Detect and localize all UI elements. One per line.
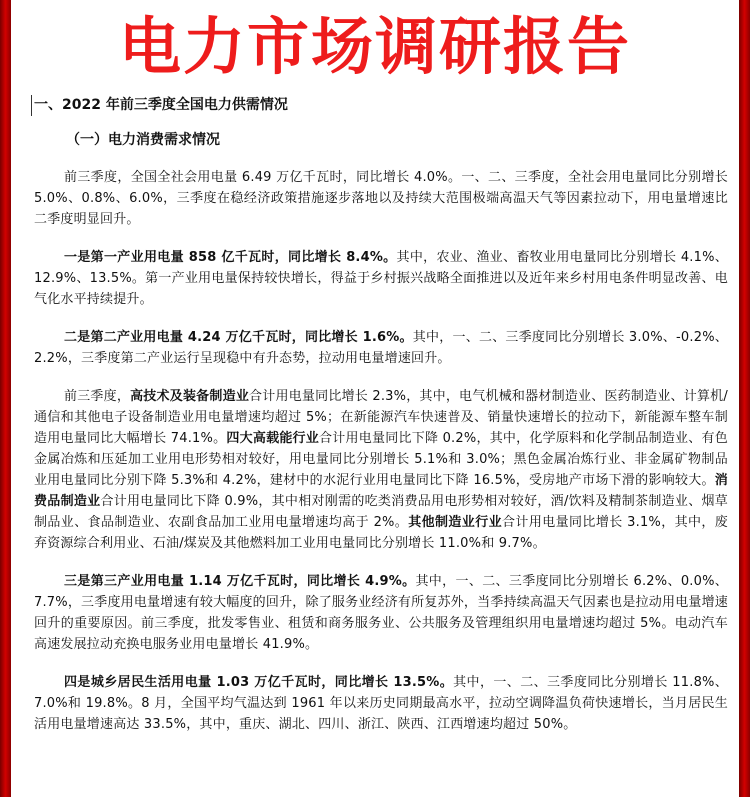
sub-heading: （一）电力消费需求情况: [66, 132, 220, 148]
paragraph-lead: 一是第一产业用电量 858 亿千瓦时，同比增长 8.4%。: [64, 250, 397, 265]
paragraph-lead: 四是城乡居民生活用电量 1.03 万亿千瓦时，同比增长 13.5%。: [64, 675, 454, 690]
paragraph-text: 合计用电量同比下降 0.2%，其中，化学原料和化学制品制造业、有色金属冶炼和压延加工业用电形势相对较好，用电量同比分别增长 5.1%和 3.0%；黑色金属冶炼行业、非金属矿物制品业用电量同比分别下降 5.3%和 4.2%，建材中的水泥行业用电量同比下降 16.5%，受房地产市场下滑的影响较大。: [34, 431, 728, 488]
paragraph-residential: [34, 672, 728, 735]
paragraph-secondary-industry: [34, 327, 728, 369]
right-red-border: [739, 0, 750, 797]
paragraph-lead: 三是第三产业用电量 1.14 万亿千瓦时，同比增长 4.9%。: [64, 574, 416, 589]
paragraph-overview: [34, 167, 728, 230]
section-heading: 一、2022 年前三季度全国电力供需情况: [31, 95, 728, 116]
left-red-border: [0, 0, 11, 797]
page-title: 电力市场调研报告: [118, 10, 631, 83]
paragraph-text: 前三季度，: [64, 389, 131, 404]
bold-term: 高技术及装备制造业: [130, 389, 250, 404]
bold-term: 四大高载能行业: [226, 431, 320, 446]
paragraph-lead: 二是第二产业用电量 4.24 万亿千瓦时，同比增长 1.6%。: [64, 330, 413, 345]
paragraph-text: 合计用电量同比增长 2.3%，其中，电气机械和器材制造业、医药制造业、计算机/通信和其他电子设备制造业用电量增速均超过 5%；在新能源汽车快速普及、销量快速增长的拉动下，新能源车整车制造用电量同比大幅增长 74.1%。: [34, 389, 728, 446]
document-body: [34, 95, 728, 752]
paragraph-text: 前三季度，全国全社会用电量 6.49 万亿千瓦时，同比增长 4.0%。一、二、三季度，全社会用电量同比分别增长 5.0%、0.8%、6.0%，三季度在稳经济政策措施逐步落地以及持续大范围极端高温天气等因素拉动下，用电量增速比二季度明显回升。: [34, 170, 728, 227]
paragraph-text: 其中，一、二、三季度同比分别增长 3.0%、-0.2%、2.2%，三季度第二产业运行呈现稳中有升态势，拉动用电量增速回升。: [34, 330, 728, 366]
paragraph-tertiary-industry: [34, 571, 728, 655]
paragraph-text: 其中，一、二、三季度同比分别增长 6.2%、0.0%、7.7%，三季度用电量增速有较大幅度的回升，除了服务业经济有所复苏外，当季持续高温天气因素也是拉动用电量增速回升的重要原因。前三季度，批发零售业、租赁和商务服务业、公共服务及管理组织用电量增速均超过 5%。电动汽车高速发展拉动充换电服务业用电量增长 41.9%。: [34, 574, 728, 652]
paragraph-text: 合计用电量同比下降 0.9%，其中相对刚需的吃类消费品用电形势相对较好，酒/饮料及精制茶制造业、烟草制品业、食品制造业、农副食品加工业用电量增速均高于 2%。: [34, 494, 728, 530]
paragraph-text: 其中，农业、渔业、畜牧业用电量同比分别增长 4.1%、12.9%、13.5%。第一产业用电量保持较快增长，得益于乡村振兴战略全面推进以及近年来乡村用电条件明显改善、电气化水平持续提升。: [34, 250, 728, 307]
bold-term: 消费品制造业: [34, 473, 728, 509]
paragraph-primary-industry: [34, 247, 728, 310]
bold-term: 其他制造业行业: [408, 515, 503, 530]
paragraph-text: 合计用电量同比增长 3.1%，其中，废弃资源综合利用业、石油/煤炭及其他燃料加工业用电量同比分别增长 11.0%和 9.7%。: [34, 515, 728, 551]
paragraph-manufacturing: [34, 386, 728, 554]
paragraph-text: 其中，一、二、三季度同比分别增长 11.8%、7.0%和 19.8%。8 月，全国平均气温达到 1961 年以来历史同期最高水平，拉动空调降温负荷快速增长，当月居民生活用电量增速高达 33.5%，其中，重庆、湖北、四川、浙江、陕西、江西增速均超过 50%。: [34, 675, 729, 732]
